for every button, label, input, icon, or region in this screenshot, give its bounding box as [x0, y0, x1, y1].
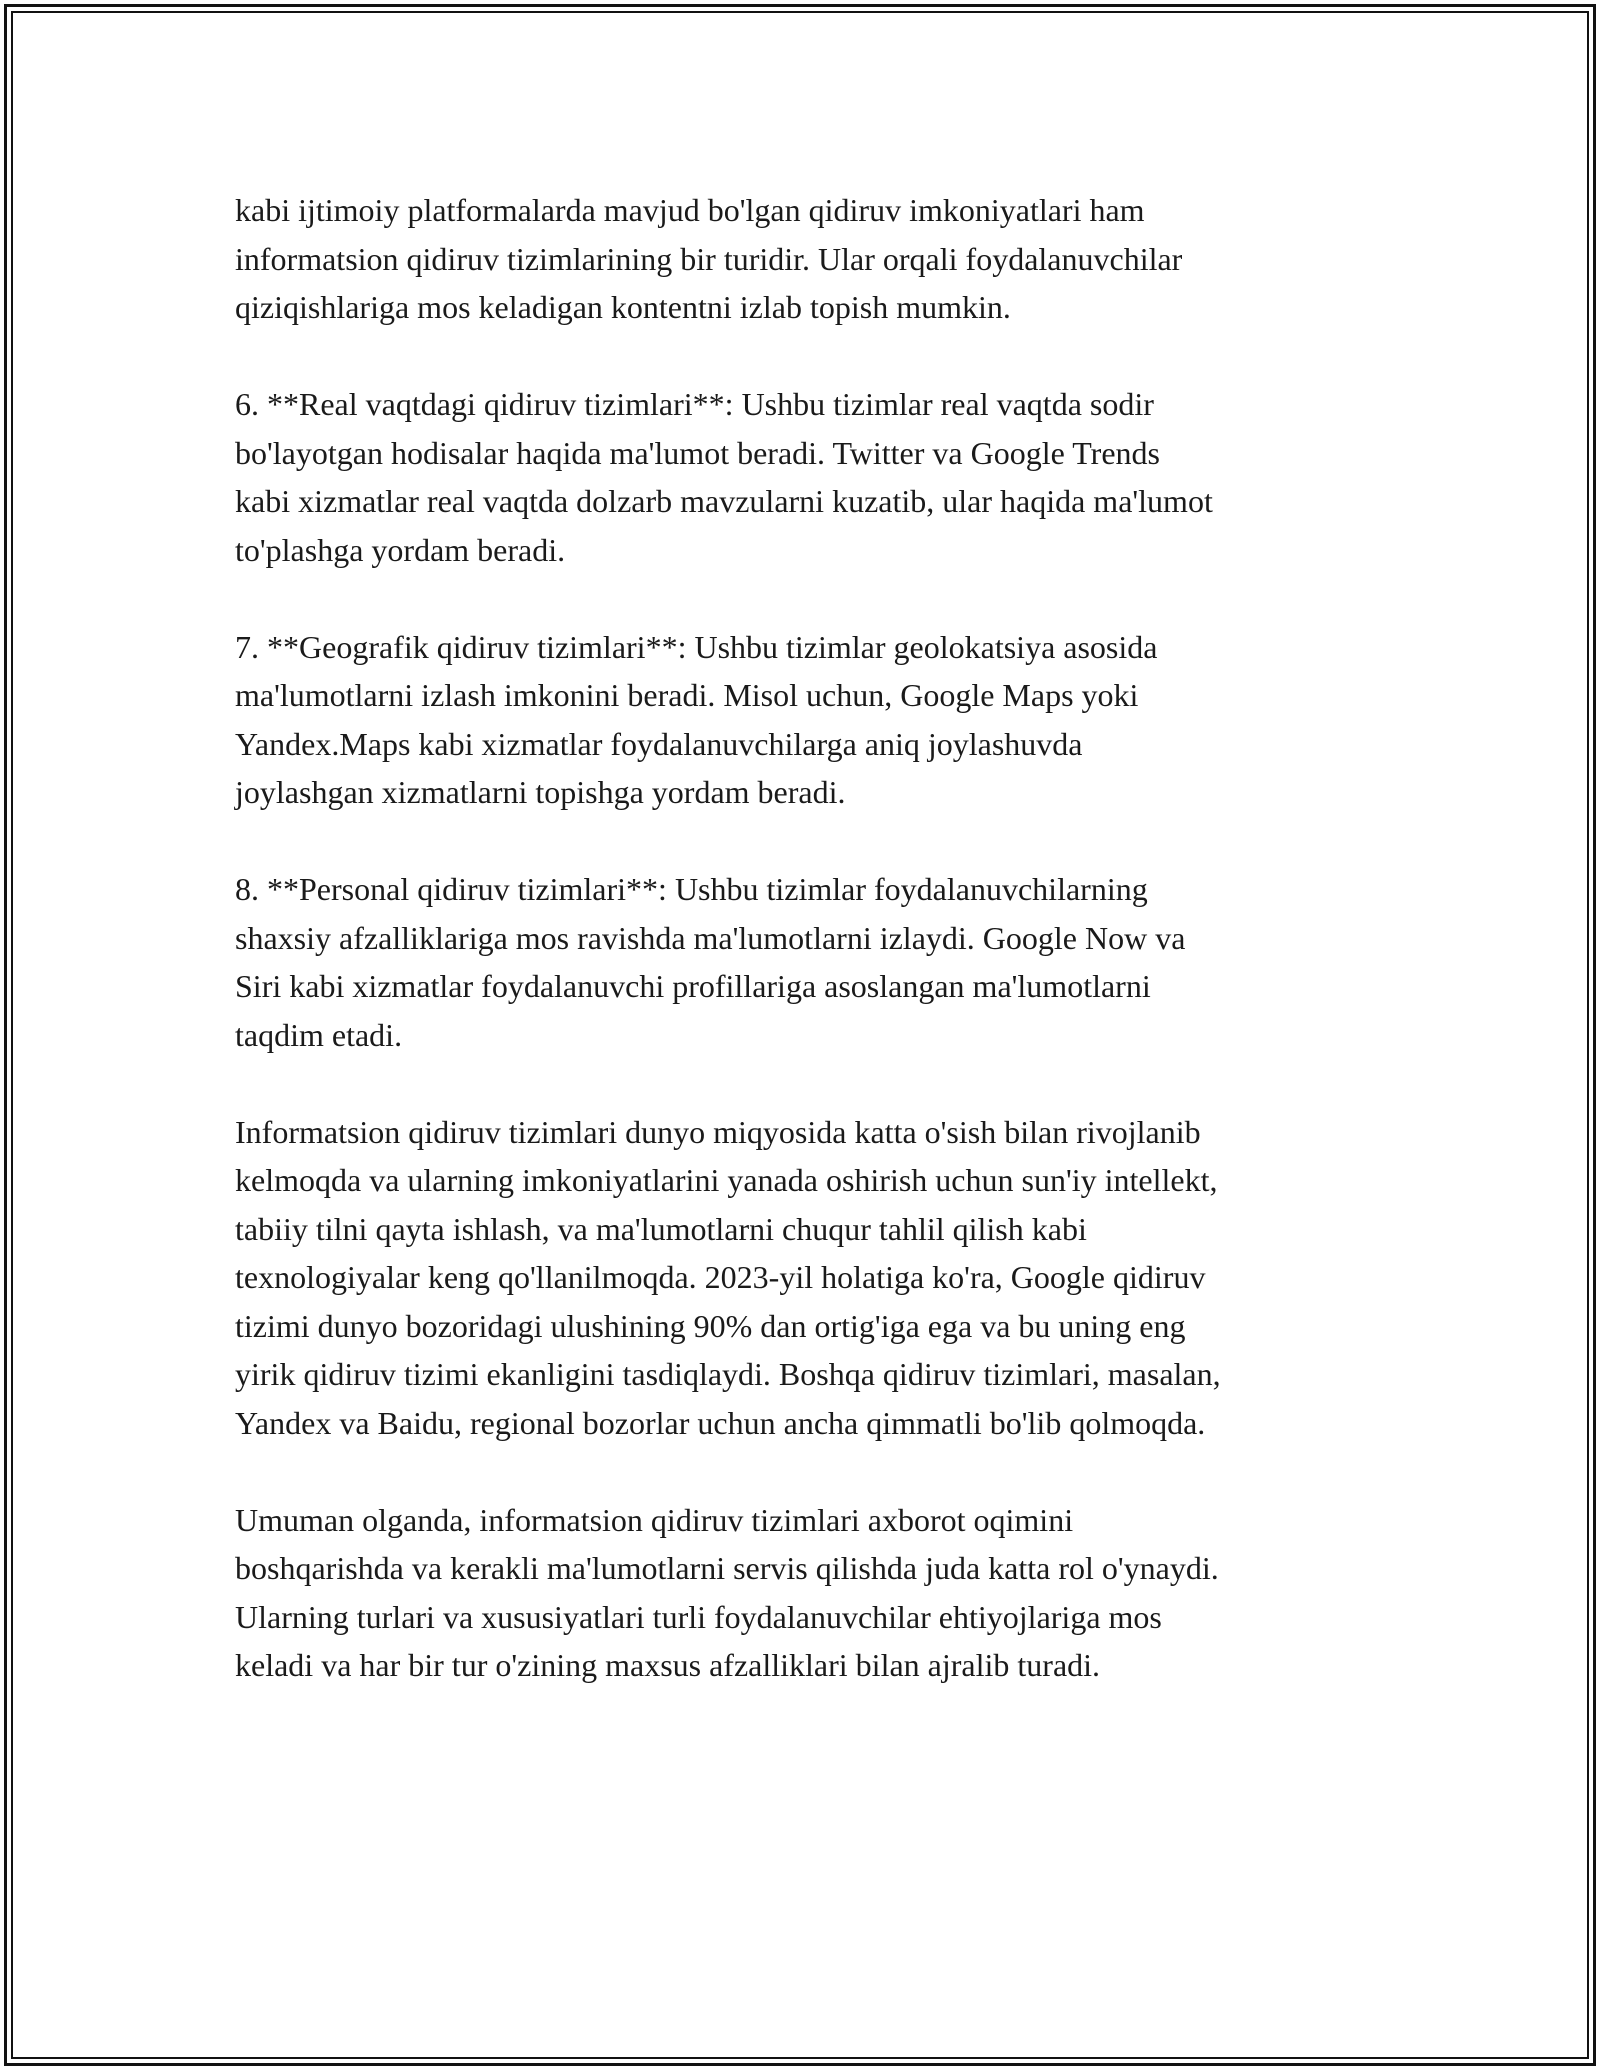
paragraph-geographic-search: 7. **Geografik qidiruv tizimlari**: Ushbu tizimlar geolokatsiya asosida ma'lumotlarni izlash imkonini beradi. Misol uchun, Google Maps yoki Yandex.Maps kabi xizmatlar foydalanuvchilarga aniq joylashuvda joylashgan xizmatlarni topishga yordam beradi.	[235, 628, 1158, 810]
paragraph-global-growth: Informatsion qidiruv tizimlari dunyo miqyosida katta o'sish bilan rivojlanib kelmoqda va ularning imkoniyatlarini yanada oshirish uchun sun'iy intellekt, tabiiy tilni qayta ishlash, va ma'lumotlarni chuqur tahlil qilish kabi texnologiyalar keng qo'llanilmoqda. 2023-yil holatiga ko'ra, Google qidiruv tizimi dunyo bozoridagi ulushining 90% dan ortig'iga ega va bu uning eng yirik qidiruv tizimi ekanligini tasdiqlaydi. Boshqa qidiruv tizimlari, masalan, Yandex va Baidu, regional bozorlar uchun ancha qimmatli bo'lib qolmoqda.	[235, 1113, 1221, 1441]
paragraph-realtime-search: 6. **Real vaqtdagi qidiruv tizimlari**: Ushbu tizimlar real vaqtda sodir bo'layotgan hodisalar haqida ma'lumot beradi. Twitter va Google Trends kabi xizmatlar real vaqtda dolzarb mavzularni kuzatib, ular haqida ma'lumot to'plashga yordam beradi.	[235, 386, 1213, 568]
document-body	[235, 186, 1375, 1738]
paragraph-social-search-continuation: kabi ijtimoiy platformalarda mavjud bo'lgan qidiruv imkoniyatlari ham informatsion qidiruv tizimlarining bir turidir. Ular orqali foydalanuvchilar qiziqishlariga mos keladigan kontentni izlab topish mumkin.	[235, 192, 1183, 325]
paragraph-personal-search: 8. **Personal qidiruv tizimlari**: Ushbu tizimlar foydalanuvchilarning shaxsiy afzalliklariga mos ravishda ma'lumotlarni izlaydi. Google Now va Siri kabi xizmatlar foydalanuvchi profillariga asoslangan ma'lumotlarni taqdim etadi.	[235, 871, 1186, 1053]
paragraph-conclusion: Umuman olganda, informatsion qidiruv tizimlari axborot oqimini boshqarishda va kerakli ma'lumotlarni servis qilishda juda katta rol o'ynaydi. Ularning turlari va xususiyatlari turli foydalanuvchilar ehtiyojlariga mos keladi va har bir tur o'zining maxsus afzalliklari bilan ajralib turadi.	[235, 1501, 1219, 1683]
